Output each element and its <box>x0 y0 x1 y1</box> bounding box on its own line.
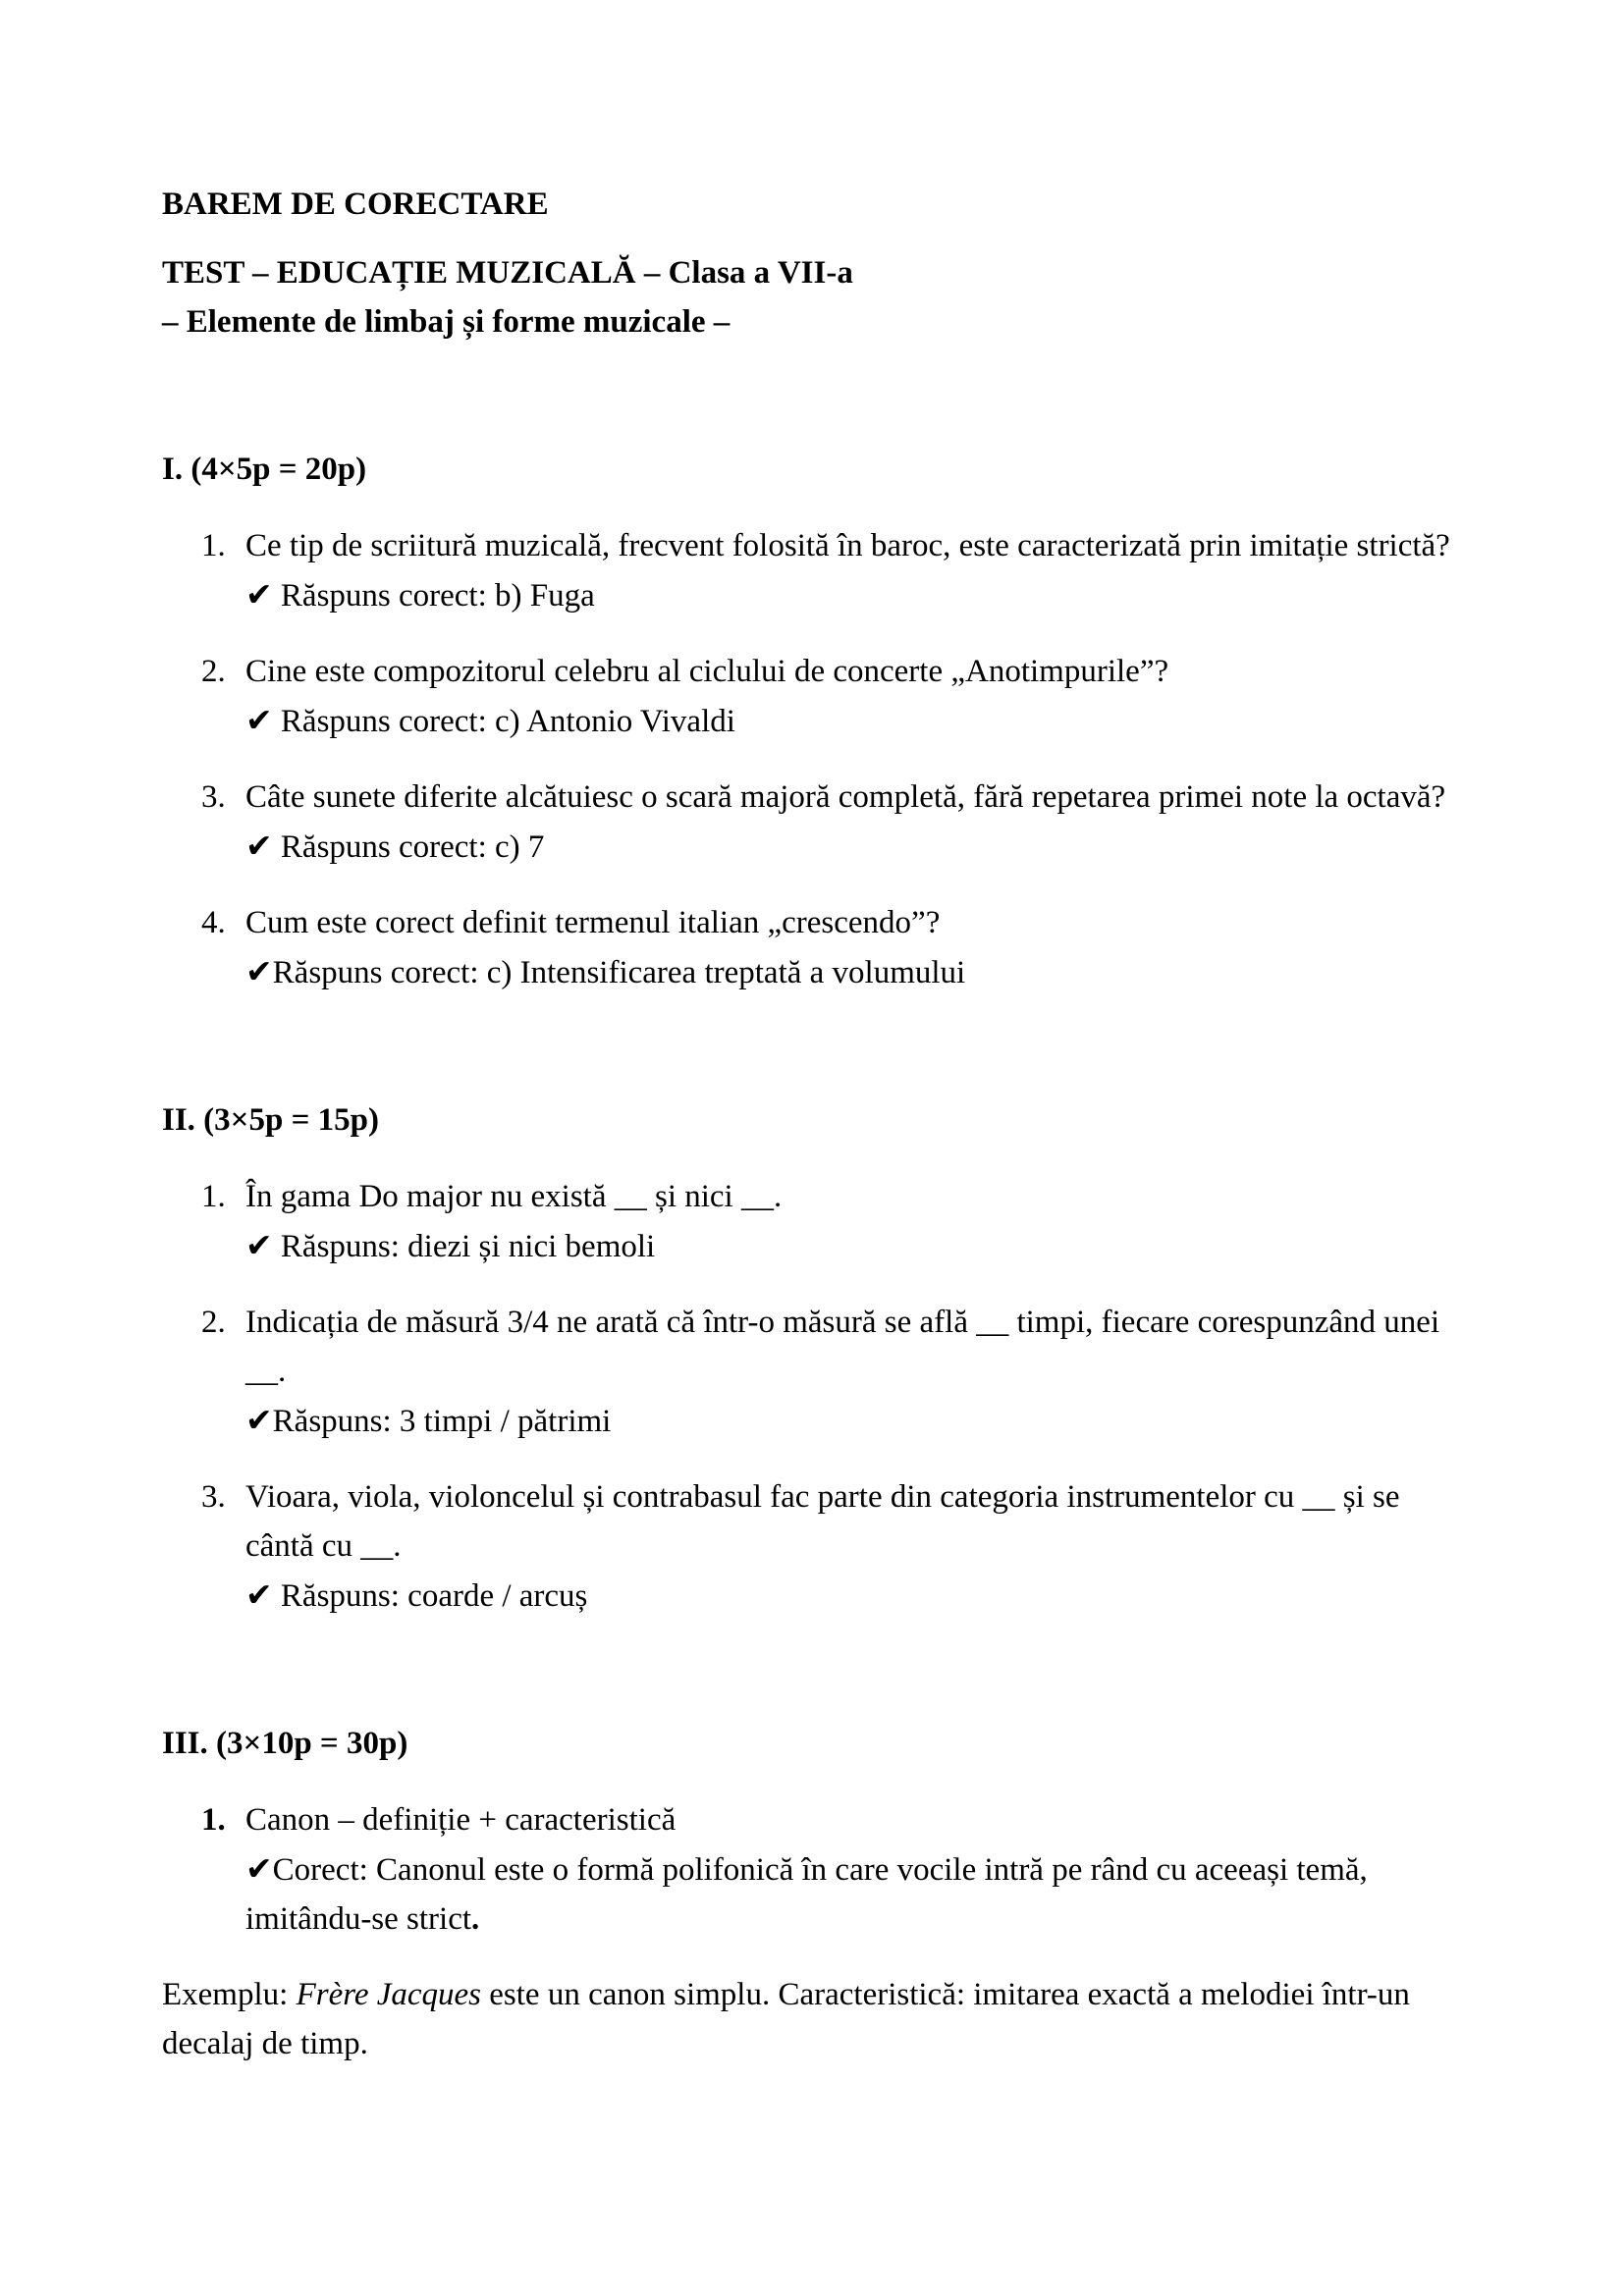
item-number: 1. <box>201 1802 226 1838</box>
item-body <box>245 1795 1464 1944</box>
item-number: 2. <box>201 1305 226 1340</box>
example-prefix: Exemplu: <box>162 1977 297 2012</box>
answer-line <box>245 822 1464 872</box>
check-icon: ✔ <box>245 575 273 614</box>
answer-text: Răspuns corect: c) Antonio Vivaldi <box>272 704 735 739</box>
document-subtitle <box>162 248 1464 347</box>
section-2-items <box>162 1172 1464 1621</box>
question-text: Ce tip de scriitură muzicală, frecvent folosită în baroc, este caracterizată prin imitație strictă? <box>245 528 1450 563</box>
item-body <box>245 647 1464 746</box>
item-body <box>245 1298 1464 1446</box>
section-1 <box>162 445 1464 997</box>
answer-text: Răspuns corect: b) Fuga <box>272 578 595 614</box>
answer-text: Răspuns: coarde / arcuș <box>272 1578 588 1614</box>
question-text: Cum este corect definit termenul italian „crescendo”? <box>245 905 941 940</box>
check-icon: ✔ <box>245 1226 273 1264</box>
answer-line <box>245 1221 1464 1271</box>
item-body <box>245 773 1464 872</box>
section-1-heading: I. (4×5p = 20p) <box>162 452 367 487</box>
example-title-italic: Frère Jacques <box>296 1977 482 2012</box>
section-3-heading: III. (3×10p = 30p) <box>162 1726 408 1761</box>
section-3-items <box>162 1795 1464 1944</box>
question-text: Indicația de măsură 3/4 ne arată că într-o măsură se află __ timpi, fiecare corespunzând unei __. <box>245 1305 1440 1389</box>
answer-text: Răspuns corect: c) 7 <box>272 829 545 865</box>
answer-line <box>245 570 1464 620</box>
item-body <box>245 1172 1464 1271</box>
list-item <box>162 1172 1464 1271</box>
answer-line <box>245 1396 1464 1446</box>
question-text: Vioara, viola, violoncelul și contrabasul fac parte din categoria instrumentelor cu __ și se cântă cu __. <box>245 1479 1400 1564</box>
list-item <box>162 898 1464 997</box>
answer-line <box>245 1571 1464 1621</box>
item-number: 2. <box>201 654 226 689</box>
list-item <box>162 521 1464 620</box>
item-number: 3. <box>201 1479 226 1515</box>
item-body <box>245 898 1464 997</box>
item-body <box>245 1472 1464 1621</box>
list-item <box>162 1298 1464 1446</box>
check-icon: ✔ <box>245 1575 273 1614</box>
subtitle-line-2: – Elemente de limbaj și forme muzicale – <box>162 304 731 340</box>
list-item <box>162 647 1464 746</box>
answer-text: Răspuns corect: c) Intensificarea treptată a volumului <box>272 955 966 990</box>
section-2 <box>162 1095 1464 1621</box>
question-text: Cine este compozitorul celebru al ciclului de concerte „Anotimpurile”? <box>245 654 1169 689</box>
list-item <box>162 1795 1464 1944</box>
answer-text: Corect: Canonul este o formă polifonică în care vocile intră pe rând cu aceeași temă, imitându-se strict <box>245 1852 1368 1937</box>
answer-line <box>245 696 1464 746</box>
section-3 <box>162 1719 1464 1944</box>
subtitle-line-1: TEST – EDUCAȚIE MUZICALĂ – Clasa a VII-a <box>162 255 853 291</box>
document-title: BAREM DE CORECTARE <box>162 187 549 222</box>
question-text: În gama Do major nu există __ și nici __. <box>245 1179 783 1214</box>
question-text: Canon – definiție + caracteristică <box>245 1802 677 1838</box>
item-number: 1. <box>201 528 226 563</box>
list-item <box>162 773 1464 872</box>
list-item <box>162 1472 1464 1621</box>
item-body <box>245 521 1464 620</box>
answer-bold-period: . <box>471 1901 480 1937</box>
item-number: 1. <box>201 1179 226 1214</box>
check-icon: ✔ <box>245 701 273 739</box>
check-icon: ✔ <box>245 1401 273 1439</box>
section-2-heading: II. (3×5p = 15p) <box>162 1102 379 1138</box>
example-suffix: este un canon simplu. Caracteristică: imitarea exactă a melodiei într-un decalaj de timp. <box>162 1977 1410 2061</box>
section-1-items <box>162 521 1464 997</box>
answer-line <box>245 1844 1464 1944</box>
example-paragraph <box>162 1970 1464 2068</box>
item-number: 4. <box>201 905 226 940</box>
answer-line <box>245 947 1464 997</box>
question-text: Câte sunete diferite alcătuiesc o scară majoră completă, fără repetarea primei note la octavă? <box>245 779 1446 815</box>
check-icon: ✔ <box>245 827 273 865</box>
item-number: 3. <box>201 779 226 815</box>
answer-text: Răspuns: 3 timpi / pătrimi <box>272 1404 612 1439</box>
check-icon: ✔ <box>245 1849 273 1888</box>
answer-text: Răspuns: diezi și nici bemoli <box>272 1229 656 1264</box>
check-icon: ✔ <box>245 952 273 990</box>
